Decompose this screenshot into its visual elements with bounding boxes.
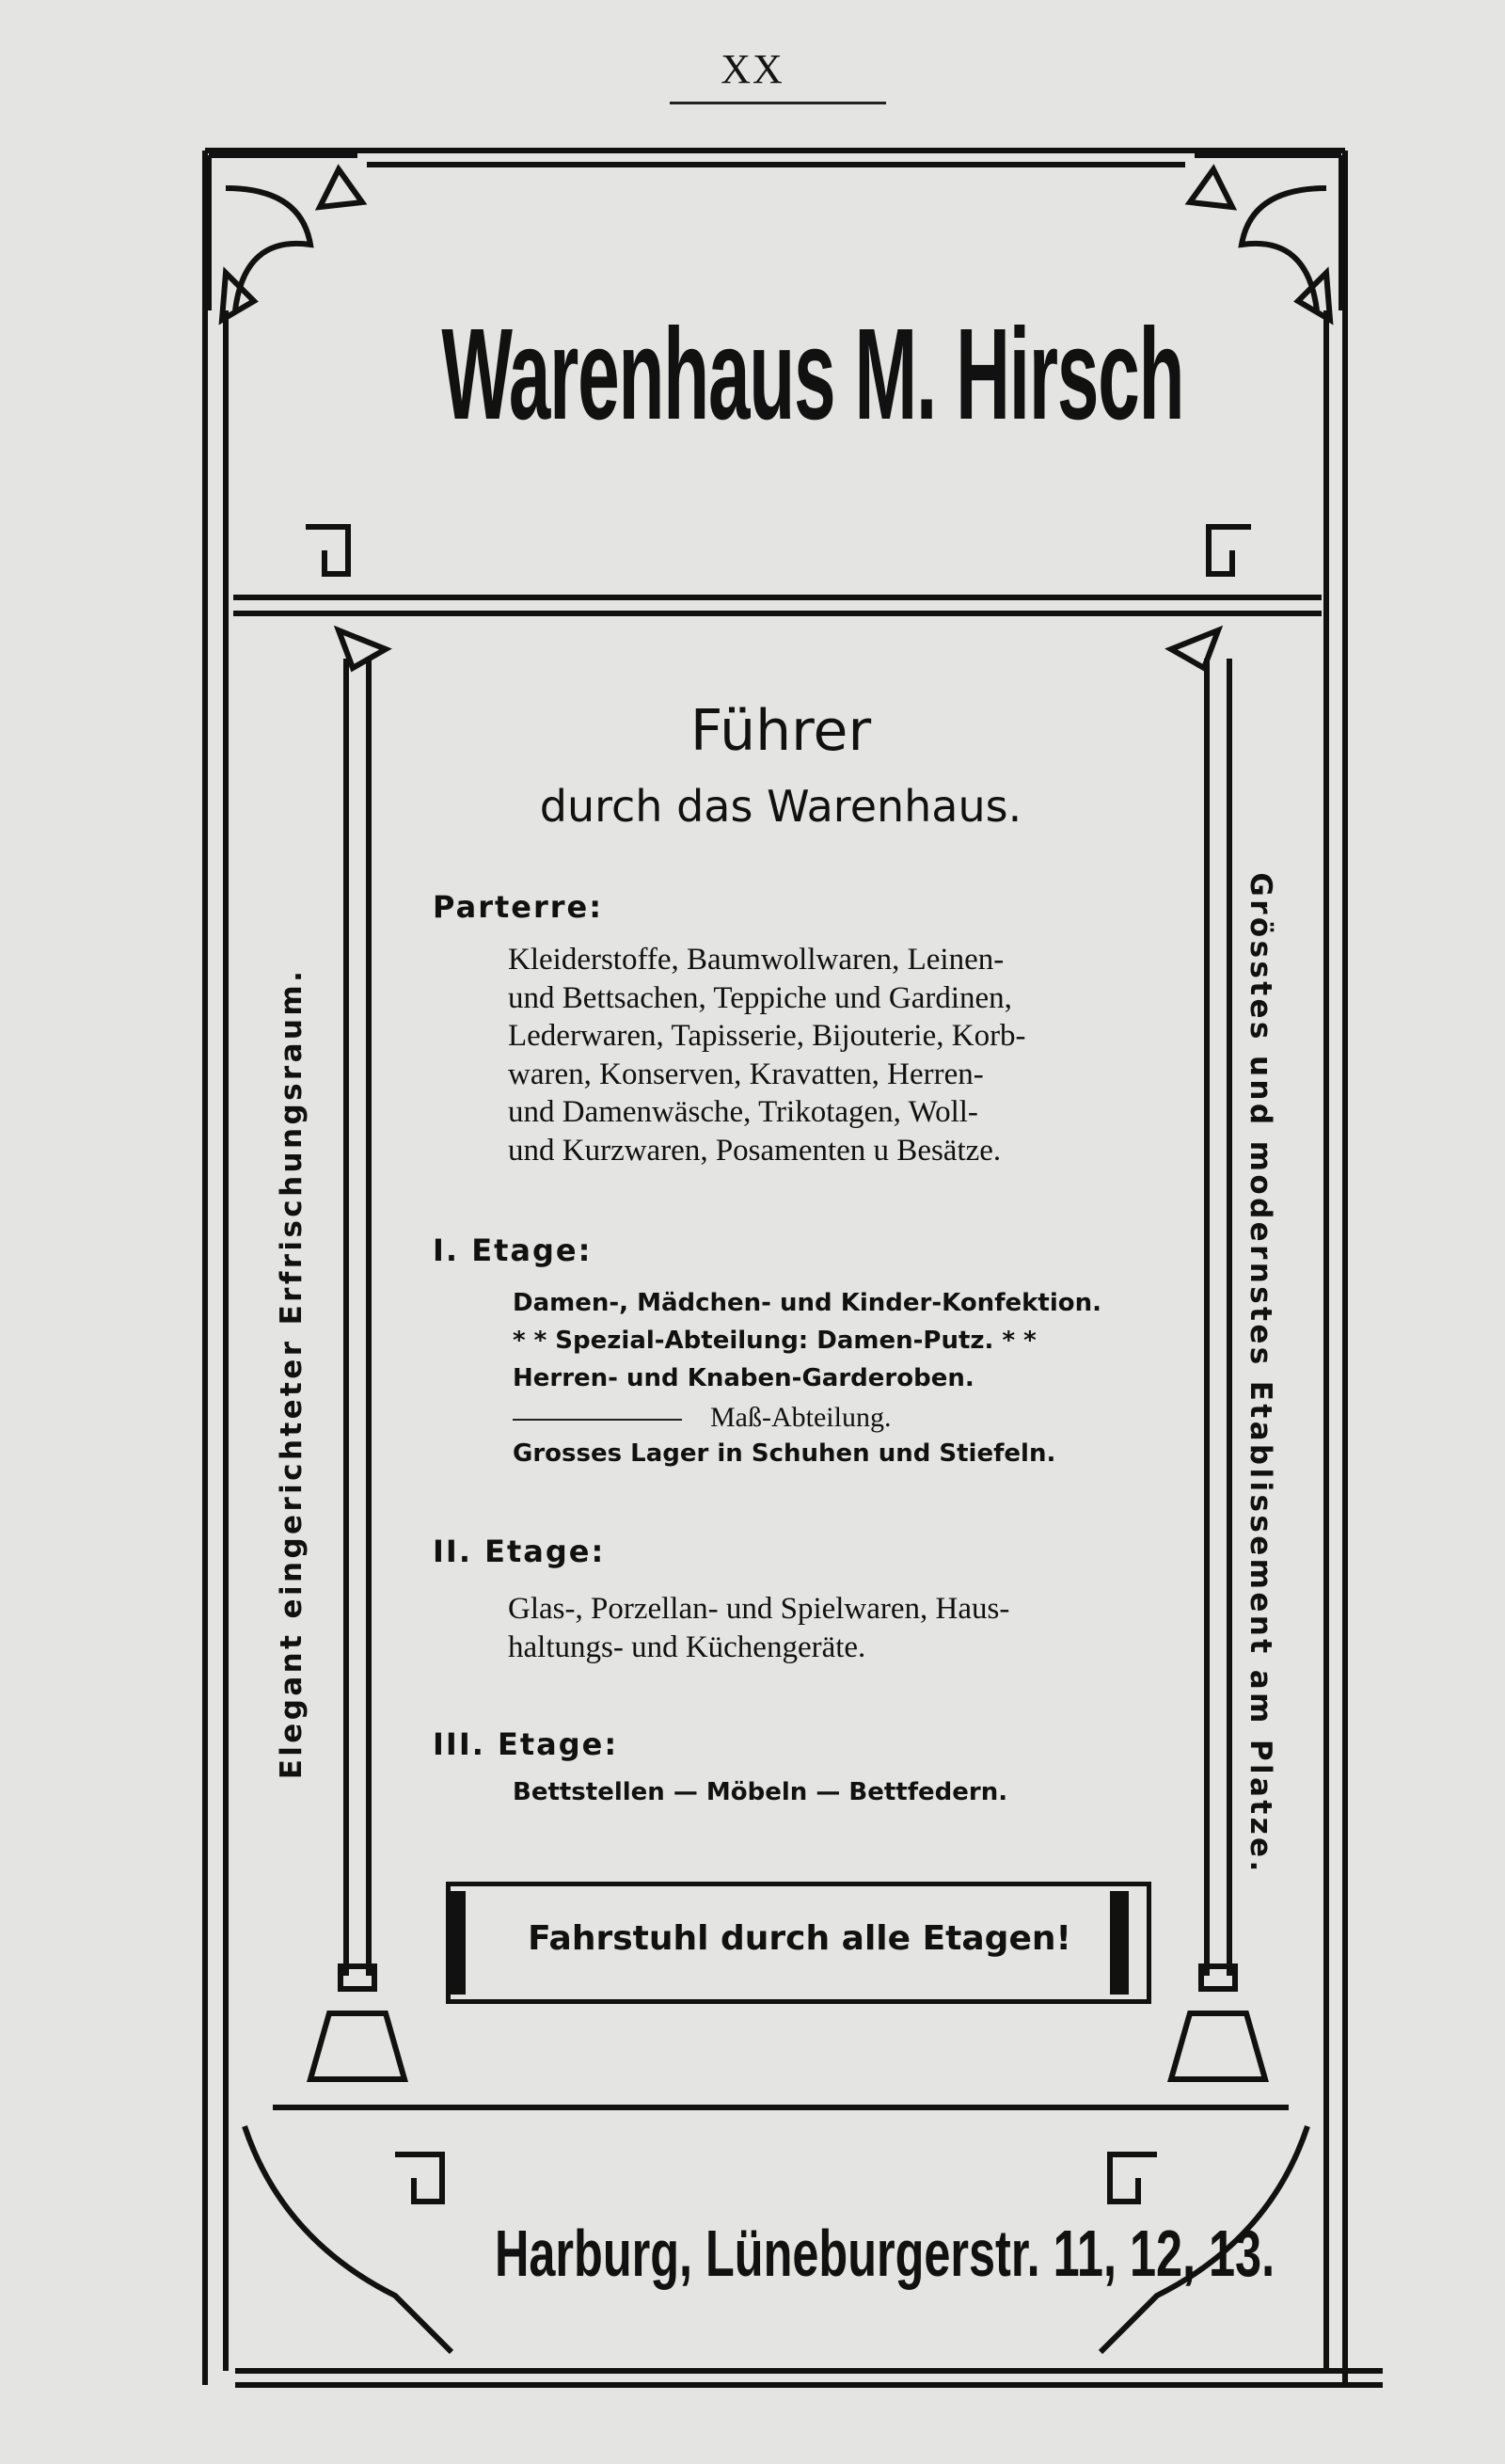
parterre-departments — [508, 941, 1144, 1170]
left-vertical-slogan: Elegant eingerichteter Erfrischungsraum. — [275, 967, 309, 1780]
divider-rule — [513, 1419, 682, 1421]
etage2-line: Glas-, Porzellan- und Spielwaren, Haus- — [508, 1592, 1010, 1626]
parterre-line: Kleiderstoffe, Baumwollwaren, Leinen- — [508, 943, 1005, 977]
guide-subheading: durch das Warenhaus. — [539, 781, 1022, 832]
etage1-line: Maß-Abteilung. — [710, 1402, 892, 1433]
floor-label-parterre: Parterre: — [433, 889, 604, 925]
etage3-line: Bettstellen — Möbeln — Bettfedern. — [513, 1778, 1008, 1806]
floor-label-etage-2: II. Etage: — [433, 1534, 606, 1569]
parterre-line: und Bettsachen, Teppiche und Gardinen, — [508, 980, 1012, 1015]
etage1-line: * * Spezial-Abteilung: Damen-Putz. * * — [513, 1327, 1037, 1355]
store-title: Warenhaus M. Hirsch — [441, 302, 1184, 447]
parterre-line: Lederwaren, Tapisserie, Bijouterie, Korb- — [508, 1019, 1026, 1054]
floor-label-etage-1: I. Etage: — [433, 1232, 593, 1268]
parterre-line: waren, Konserven, Kravatten, Herren- — [508, 1057, 984, 1091]
right-vertical-slogan: Grösstes und modernstes Etablissement am Platze. — [1244, 872, 1277, 1875]
guide-heading: Führer — [689, 698, 872, 764]
page-number: XX — [721, 46, 784, 92]
etage1-line: Herren- und Knaben-Garderoben. — [513, 1364, 974, 1392]
etage2-line: haltungs- und Küchengeräte. — [508, 1629, 866, 1664]
elevator-notice: Fahrstuhl durch alle Etagen! — [528, 1919, 1071, 1958]
etage1-line: Grosses Lager in Schuhen und Stiefeln. — [513, 1439, 1056, 1468]
parterre-line: und Damenwäsche, Trikotagen, Woll- — [508, 1095, 978, 1130]
parterre-line: und Kurzwaren, Posamenten u Besätze. — [508, 1133, 1002, 1168]
store-address: Harburg, Lüneburgerstr. 11, 12, 13. — [495, 2217, 1275, 2290]
etage2-departments — [508, 1590, 1144, 1666]
etage1-line: Damen-, Mädchen- und Kinder-Konfektion. — [513, 1289, 1102, 1317]
floor-label-etage-3: III. Etage: — [433, 1726, 619, 1762]
